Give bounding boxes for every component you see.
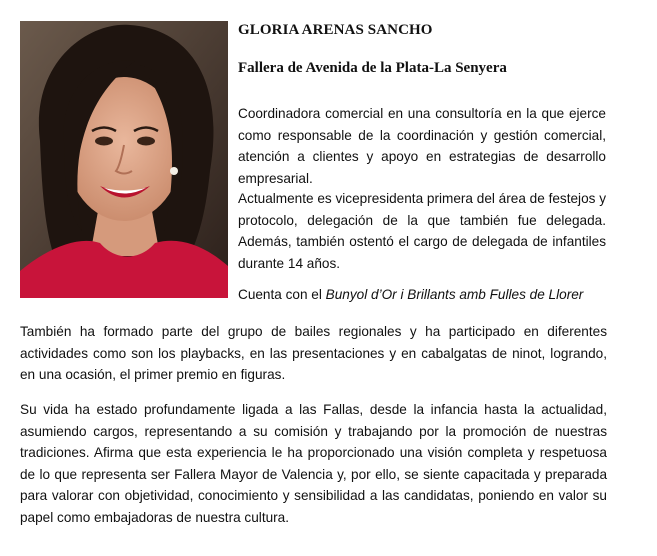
portrait-photo <box>20 21 228 298</box>
award-prefix: Cuenta con el <box>238 287 326 302</box>
person-role: Fallera de Avenida de la Plata-La Senyera <box>238 60 507 76</box>
award-name: Bunyol d’Or i Brillants amb Fulles de Llorer <box>325 287 584 302</box>
bio-paragraph-1: Coordinadora comercial en una consultoría en la que ejerce como responsable de la coordinación y gestión comercial, atención a clientes y apoyo en estrategias de desarrollo empresarial. <box>238 106 606 186</box>
bio-paragraph-4: También ha formado parte del grupo de bailes regionales y ha participado en diferentes actividades como son los playbacks, en las presentaciones y en cabalgatas de ninot, logrando, en una ocasión, el primer premio en figuras. <box>20 324 607 382</box>
bio-paragraph-2: Actualmente es vicepresidenta primera del área de festejos y protocolo, delegación de la que también fue delegada. Además, también ostentó el cargo de delegada de infantiles durante 14 años. <box>238 191 606 271</box>
bio-paragraph-3 <box>238 284 618 306</box>
person-name: GLORIA ARENAS SANCHO <box>238 22 433 38</box>
portrait-illustration <box>20 21 228 298</box>
bio-paragraph-5: Su vida ha estado profundamente ligada a las Fallas, desde la infancia hasta la actualidad, asumiendo cargos, representando a su comisión y trabajando por la promoción de nuestras tradiciones. Afirma que esta experiencia le ha proporcionado una visión completa y respetuosa de lo que representa ser Fallera Mayor de Valencia y, por ello, se siente capacitada y preparada para valorar con objetividad, conocimiento y sensibilidad a las candidatas, poniendo en valor su papel como embajadoras de nuestra cultura. <box>20 402 607 525</box>
